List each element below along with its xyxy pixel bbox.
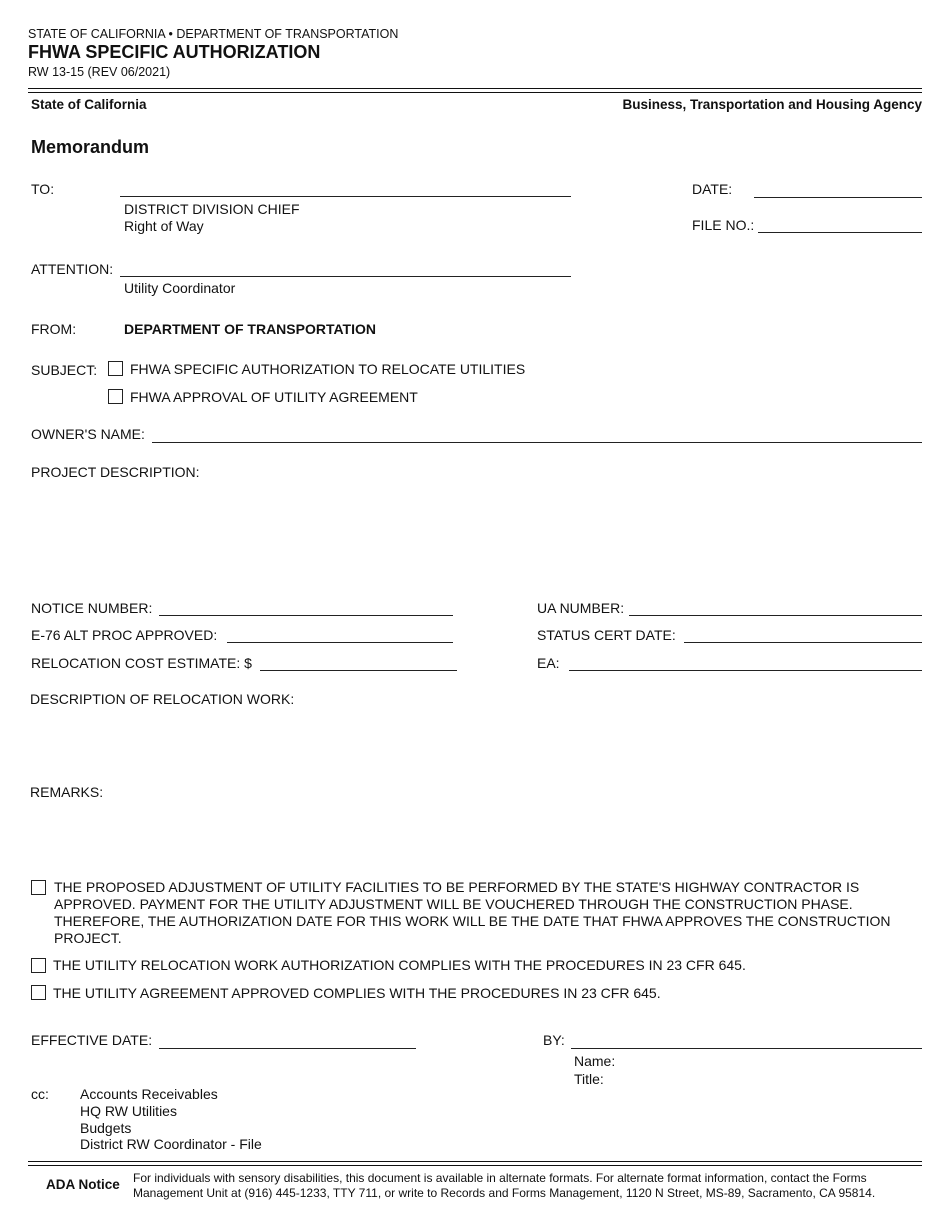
ua-number-field[interactable] bbox=[629, 615, 922, 616]
subject-relocate-label: FHWA SPECIFIC AUTHORIZATION TO RELOCATE UTILITIES bbox=[130, 361, 526, 377]
attention-label: ATTENTION: bbox=[31, 261, 114, 277]
state-label: State of California bbox=[31, 97, 147, 112]
effective-date-label: EFFECTIVE DATE: bbox=[31, 1032, 153, 1048]
by-label: BY: bbox=[543, 1032, 565, 1048]
relocation-complies-checkbox[interactable] bbox=[31, 958, 46, 973]
remarks-label: REMARKS: bbox=[30, 784, 104, 800]
agency-label: Business, Transportation and Housing Agency bbox=[622, 97, 922, 112]
file-no-label: FILE NO.: bbox=[692, 217, 755, 233]
footer-rule-bottom bbox=[28, 1165, 922, 1166]
relocation-work-field[interactable] bbox=[30, 711, 920, 781]
notice-number-label: NOTICE NUMBER: bbox=[31, 600, 153, 616]
subject-label: SUBJECT: bbox=[31, 362, 98, 378]
owner-label: OWNER'S NAME: bbox=[31, 426, 145, 442]
from-label: FROM: bbox=[31, 321, 77, 337]
ada-notice-text-2: Management Unit at (916) 445-1233, TTY 711, or write to Records and Forms Management, 1120 N Street, MS-89, Sacramento, CA 95814. bbox=[133, 1186, 876, 1200]
date-field[interactable] bbox=[754, 197, 922, 198]
ada-notice-text-1: For individuals with sensory disabilities, this document is available in alternate formats. For alternate format information, contact the Forms bbox=[133, 1171, 867, 1185]
attention-sub: Utility Coordinator bbox=[124, 280, 236, 296]
e76-label: E-76 ALT PROC APPROVED: bbox=[31, 627, 218, 643]
relocation-complies-text: THE UTILITY RELOCATION WORK AUTHORIZATION COMPLIES WITH THE PROCEDURES IN 23 CFR 645. bbox=[53, 957, 746, 973]
cc-item: Budgets bbox=[80, 1120, 132, 1136]
status-cert-label: STATUS CERT DATE: bbox=[537, 627, 676, 643]
status-cert-field[interactable] bbox=[684, 642, 922, 643]
effective-date-field[interactable] bbox=[159, 1048, 416, 1049]
relocation-cost-field[interactable] bbox=[260, 670, 457, 671]
relocation-cost-label: RELOCATION COST ESTIMATE: $ bbox=[31, 655, 252, 671]
footer-rule-top bbox=[28, 1161, 922, 1162]
subject-agreement-label: FHWA APPROVAL OF UTILITY AGREEMENT bbox=[130, 389, 418, 405]
ada-notice-label: ADA Notice bbox=[46, 1177, 120, 1192]
project-description-field[interactable] bbox=[31, 484, 921, 584]
header-rule-top bbox=[28, 88, 922, 89]
header-rule-bottom bbox=[28, 92, 922, 93]
contractor-adjustment-text-4: PROJECT. bbox=[54, 930, 122, 946]
ea-label: EA: bbox=[537, 655, 560, 671]
signer-title-label: Title: bbox=[574, 1071, 604, 1087]
contractor-adjustment-text-2: APPROVED. PAYMENT FOR THE UTILITY ADJUSTMENT WILL BE VOUCHERED THROUGH THE CONSTRUCTION PHASE. bbox=[54, 896, 853, 912]
attention-field[interactable] bbox=[120, 276, 571, 277]
cc-item: HQ RW Utilities bbox=[80, 1103, 177, 1119]
ua-number-label: UA NUMBER: bbox=[537, 600, 625, 616]
ea-field[interactable] bbox=[569, 670, 922, 671]
from-value: DEPARTMENT OF TRANSPORTATION bbox=[124, 321, 376, 337]
contractor-adjustment-checkbox[interactable] bbox=[31, 880, 46, 895]
subject-relocate-checkbox[interactable] bbox=[108, 361, 123, 376]
to-recipient-title: DISTRICT DIVISION CHIEF bbox=[124, 201, 300, 217]
e76-field[interactable] bbox=[227, 642, 453, 643]
department-heading: STATE OF CALIFORNIA • DEPARTMENT OF TRANSPORTATION bbox=[28, 27, 399, 41]
notice-number-field[interactable] bbox=[159, 615, 453, 616]
relocation-work-label: DESCRIPTION OF RELOCATION WORK: bbox=[30, 691, 295, 707]
date-label: DATE: bbox=[692, 181, 733, 197]
to-field[interactable] bbox=[120, 196, 571, 197]
project-description-label: PROJECT DESCRIPTION: bbox=[31, 464, 200, 480]
cc-label: cc: bbox=[31, 1086, 49, 1102]
cc-item: Accounts Receivables bbox=[80, 1086, 218, 1102]
contractor-adjustment-text-1: THE PROPOSED ADJUSTMENT OF UTILITY FACILITIES TO BE PERFORMED BY THE STATE'S HIGHWAY CONTRACTOR IS bbox=[54, 879, 860, 895]
form-number: RW 13-15 (REV 06/2021) bbox=[28, 65, 171, 79]
subject-agreement-checkbox[interactable] bbox=[108, 389, 123, 404]
owner-field[interactable] bbox=[152, 442, 922, 443]
by-signature-field[interactable] bbox=[571, 1048, 922, 1049]
cc-item: District RW Coordinator - File bbox=[80, 1136, 262, 1152]
agreement-complies-text: THE UTILITY AGREEMENT APPROVED COMPLIES WITH THE PROCEDURES IN 23 CFR 645. bbox=[53, 985, 661, 1001]
file-no-field[interactable] bbox=[758, 232, 922, 233]
memorandum-heading: Memorandum bbox=[31, 137, 150, 157]
signer-name-label: Name: bbox=[574, 1053, 616, 1069]
contractor-adjustment-text-3: THEREFORE, THE AUTHORIZATION DATE FOR THIS WORK WILL BE THE DATE THAT FHWA APPROVES THE CONSTRUCTION bbox=[54, 913, 891, 929]
remarks-field[interactable] bbox=[30, 804, 920, 874]
agreement-complies-checkbox[interactable] bbox=[31, 985, 46, 1000]
to-recipient-division: Right of Way bbox=[124, 218, 204, 234]
form-title: FHWA SPECIFIC AUTHORIZATION bbox=[28, 42, 321, 62]
to-label: TO: bbox=[31, 181, 55, 197]
